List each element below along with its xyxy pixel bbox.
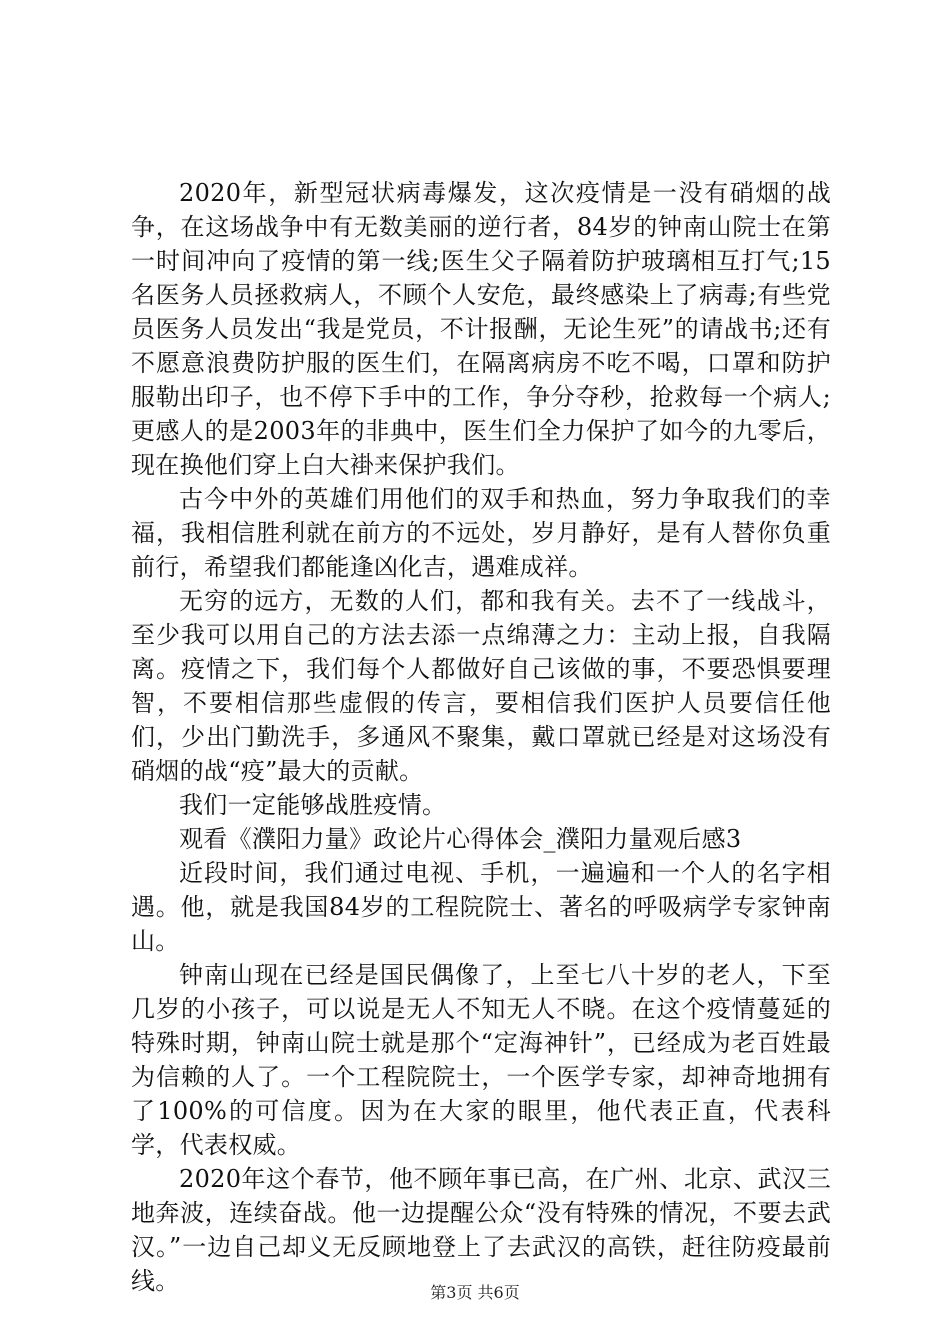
- paragraph: 我们一定能够战胜疫情。: [179, 791, 447, 819]
- document-body: [131, 176, 831, 1298]
- paragraph: 近段时间，我们通过电视、手机，一遍遍和一个人的名字相遇。他，就是我国84岁的工程院院士、著名的呼吸病学专家钟南山。: [131, 859, 831, 955]
- paragraph: 无穷的远方，无数的人们，都和我有关。去不了一线战斗，至少我可以用自己的方法去添一点绵薄之力：主动上报，自我隔离。疫情之下，我们每个人都做好自己该做的事，不要恐惧要理智，不要相信那些虚假的传言，要相信我们医护人员要信任他们，少出门勤洗手，多通风不聚集，戴口罩就已经是对这场没有硝烟的战“疫”最大的贡献。: [131, 587, 831, 785]
- page-number-footer: 第3页 共6页: [430, 1283, 520, 1302]
- paragraph: 2020年，新型冠状病毒爆发，这次疫情是一没有硝烟的战争，在这场战争中有无数美丽的逆行者，84岁的钟南山院士在第一时间冲向了疫情的第一线;医生父子隔着防护玻璃相互打气;15名医务人员拯救病人，不顾个人安危，最终感染上了病毒;有些党员医务人员发出“我是党员，不计报酬，无论生死”的请战书;还有不愿意浪费防护服的医生们，在隔离病房不吃不喝，口罩和防护服勒出印子，也不停下手中的工作，争分夺秒，抢救每一个病人;更感人的是2003年的非典中，医生们全力保护了如今的九零后，现在换他们穿上白大褂来保护我们。: [131, 179, 831, 479]
- section-heading: 观看《濮阳力量》政论片心得体会_濮阳力量观后感3: [179, 825, 742, 853]
- paragraph: 古今中外的英雄们用他们的双手和热血，努力争取我们的幸福，我相信胜利就在前方的不远处，岁月静好，是有人替你负重前行，希望我们都能逢凶化吉，遇难成祥。: [131, 485, 831, 581]
- paragraph: 钟南山现在已经是国民偶像了，上至七八十岁的老人，下至几岁的小孩子，可以说是无人不知无人不晓。在这个疫情蔓延的特殊时期，钟南山院士就是那个“定海神针”，已经成为老百姓最为信赖的人了。一个工程院院士，一个医学专家，却神奇地拥有了100%的可信度。因为在大家的眼里，他代表正直，代表科学，代表权威。: [131, 961, 831, 1159]
- paragraph: 2020年这个春节，他不顾年事已高，在广州、北京、武汉三地奔波，连续奋战。他一边提醒公众“没有特殊的情况，不要去武汉。”一边自己却义无反顾地登上了去武汉的高铁，赶往防疫最前线。: [131, 1165, 831, 1295]
